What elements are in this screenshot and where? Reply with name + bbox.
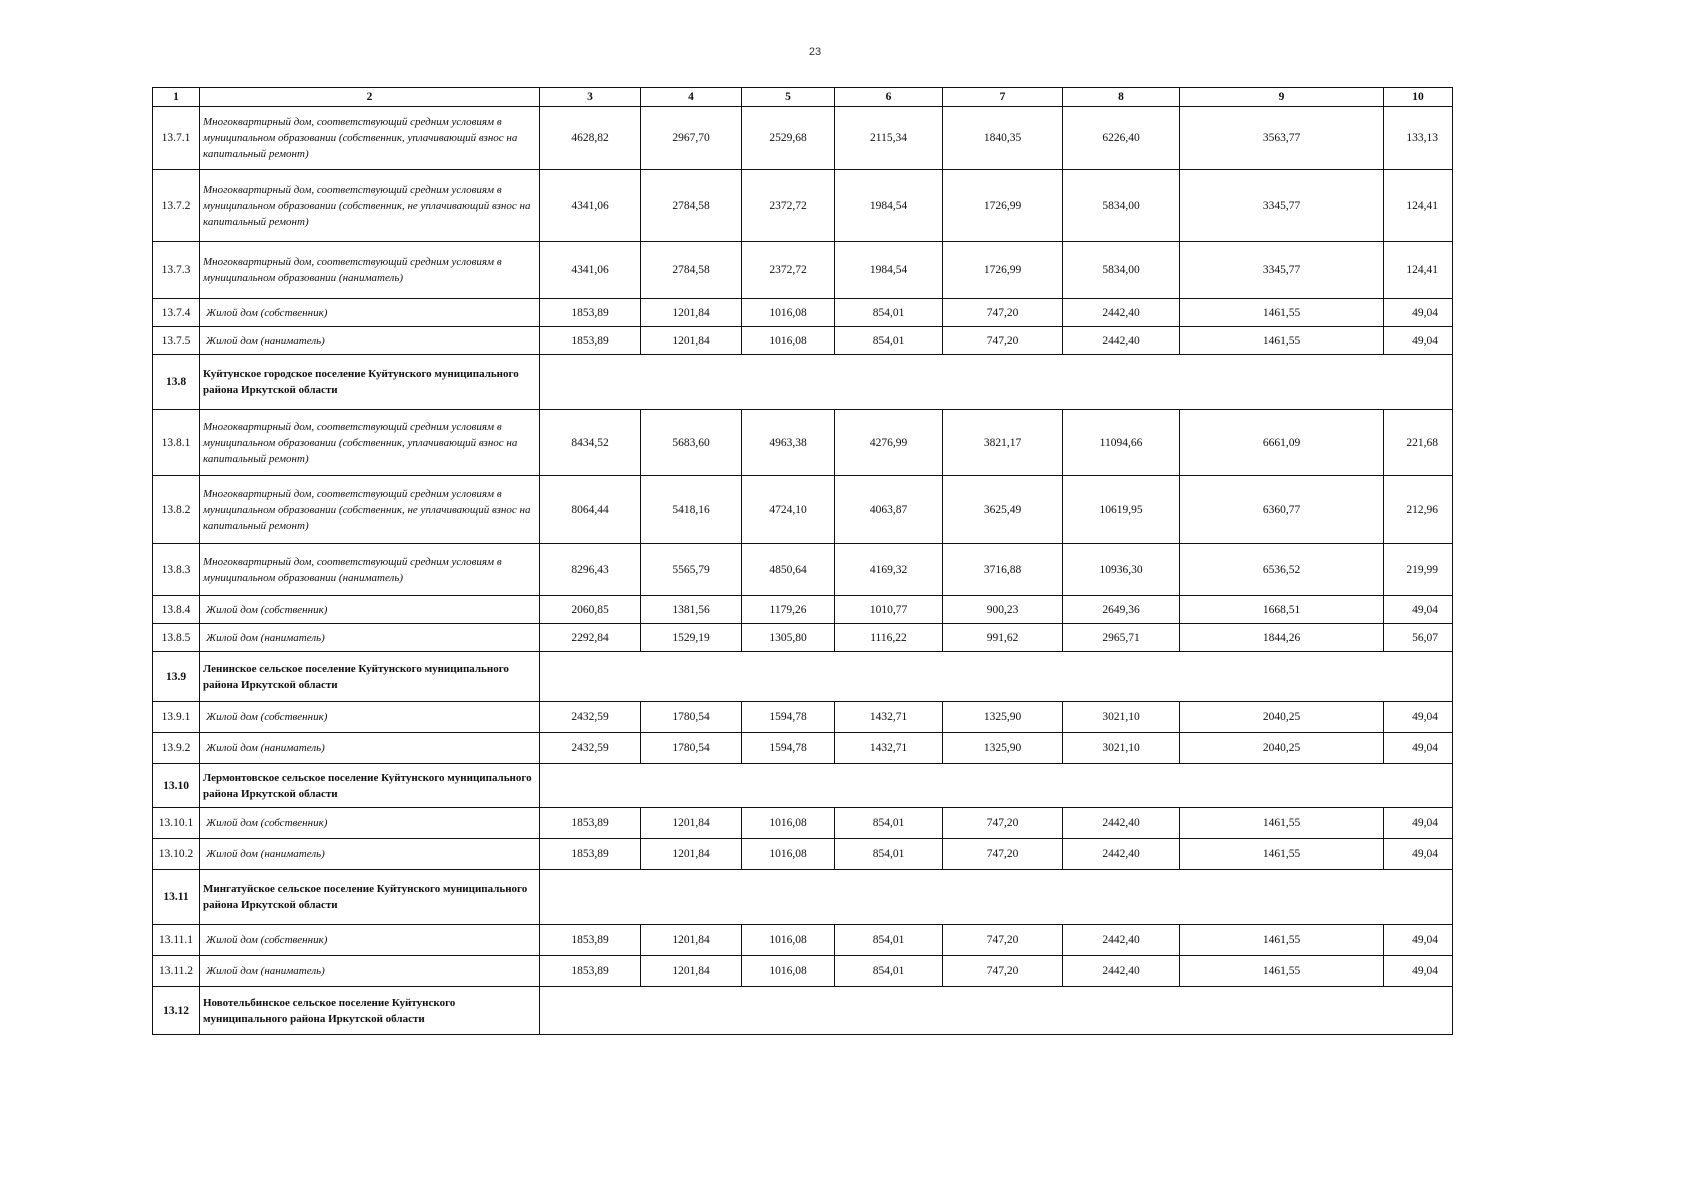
settlement-name: Новотельбинское сельское поселение Куйтунского муниципального района Иркутской области — [200, 987, 540, 1035]
value-cell: 221,68 — [1384, 410, 1453, 476]
value-cell: 747,20 — [943, 925, 1063, 956]
row-code: 13.10.2 — [153, 839, 200, 870]
value-cell: 2040,25 — [1180, 702, 1384, 733]
value-cell: 1201,84 — [641, 925, 742, 956]
value-cell: 1201,84 — [641, 956, 742, 987]
table-row — [153, 170, 1453, 242]
value-cell: 49,04 — [1384, 956, 1453, 987]
value-cell: 49,04 — [1384, 702, 1453, 733]
header-cell: 6 — [835, 88, 943, 107]
row-code: 13.8.4 — [153, 596, 200, 624]
row-code: 13.7.1 — [153, 107, 200, 170]
value-cell: 2784,58 — [641, 242, 742, 299]
value-cell: 49,04 — [1384, 839, 1453, 870]
row-description: Жилой дом (наниматель) — [200, 956, 540, 987]
row-description: Жилой дом (наниматель) — [200, 839, 540, 870]
value-cell: 1853,89 — [540, 808, 641, 839]
value-cell: 1016,08 — [742, 299, 835, 327]
table-row — [153, 410, 1453, 476]
row-code: 13.9 — [153, 652, 200, 702]
settlement-name: Мингатуйское сельское поселение Куйтунского муниципального района Иркутской области — [200, 870, 540, 925]
row-code: 13.8.3 — [153, 544, 200, 596]
row-description: Жилой дом (наниматель) — [200, 733, 540, 764]
value-cell: 4724,10 — [742, 476, 835, 544]
value-cell: 49,04 — [1384, 808, 1453, 839]
value-cell: 1529,19 — [641, 624, 742, 652]
value-cell: 1432,71 — [835, 702, 943, 733]
value-cell: 2965,71 — [1063, 624, 1180, 652]
value-cell: 5418,16 — [641, 476, 742, 544]
value-cell: 2060,85 — [540, 596, 641, 624]
table-row — [153, 839, 1453, 870]
value-cell: 4169,32 — [835, 544, 943, 596]
empty-cell — [540, 987, 1453, 1035]
row-description: Жилой дом (наниматель) — [200, 624, 540, 652]
value-cell: 2442,40 — [1063, 956, 1180, 987]
header-cell: 1 — [153, 88, 200, 107]
header-cell: 4 — [641, 88, 742, 107]
row-code: 13.7.2 — [153, 170, 200, 242]
row-code: 13.11.1 — [153, 925, 200, 956]
value-cell: 1305,80 — [742, 624, 835, 652]
row-code: 13.10 — [153, 764, 200, 808]
value-cell: 1016,08 — [742, 925, 835, 956]
row-code: 13.10.1 — [153, 808, 200, 839]
value-cell: 1853,89 — [540, 299, 641, 327]
value-cell: 1016,08 — [742, 327, 835, 355]
value-cell: 1016,08 — [742, 839, 835, 870]
row-code: 13.8 — [153, 355, 200, 410]
value-cell: 6360,77 — [1180, 476, 1384, 544]
value-cell: 1853,89 — [540, 839, 641, 870]
value-cell: 1461,55 — [1180, 925, 1384, 956]
value-cell: 5834,00 — [1063, 242, 1180, 299]
row-description: Многоквартирный дом, соответствующий средним условиям в муниципальном образовании (собственник, уплачивающий взнос на капитальный ремонт) — [200, 410, 540, 476]
settlement-row — [153, 355, 1453, 410]
value-cell: 991,62 — [943, 624, 1063, 652]
value-cell: 1016,08 — [742, 808, 835, 839]
header-cell: 7 — [943, 88, 1063, 107]
value-cell: 1201,84 — [641, 299, 742, 327]
value-cell: 5565,79 — [641, 544, 742, 596]
value-cell: 11094,66 — [1063, 410, 1180, 476]
value-cell: 1116,22 — [835, 624, 943, 652]
header-row — [153, 88, 1453, 107]
row-code: 13.7.5 — [153, 327, 200, 355]
settlement-row — [153, 870, 1453, 925]
value-cell: 4341,06 — [540, 170, 641, 242]
value-cell: 2967,70 — [641, 107, 742, 170]
value-cell: 49,04 — [1384, 596, 1453, 624]
tariff-table — [152, 87, 1453, 1035]
value-cell: 133,13 — [1384, 107, 1453, 170]
empty-cell — [540, 870, 1453, 925]
value-cell: 900,23 — [943, 596, 1063, 624]
value-cell: 49,04 — [1384, 925, 1453, 956]
value-cell: 854,01 — [835, 327, 943, 355]
value-cell: 747,20 — [943, 808, 1063, 839]
value-cell: 2442,40 — [1063, 808, 1180, 839]
value-cell: 1853,89 — [540, 925, 641, 956]
table-row — [153, 327, 1453, 355]
value-cell: 49,04 — [1384, 299, 1453, 327]
value-cell: 3821,17 — [943, 410, 1063, 476]
value-cell: 3563,77 — [1180, 107, 1384, 170]
value-cell: 854,01 — [835, 925, 943, 956]
value-cell: 49,04 — [1384, 327, 1453, 355]
value-cell: 3625,49 — [943, 476, 1063, 544]
table-row — [153, 242, 1453, 299]
empty-cell — [540, 764, 1453, 808]
value-cell: 124,41 — [1384, 170, 1453, 242]
value-cell: 1726,99 — [943, 242, 1063, 299]
value-cell: 6226,40 — [1063, 107, 1180, 170]
value-cell: 747,20 — [943, 327, 1063, 355]
table-row — [153, 476, 1453, 544]
value-cell: 4276,99 — [835, 410, 943, 476]
value-cell: 747,20 — [943, 299, 1063, 327]
value-cell: 2292,84 — [540, 624, 641, 652]
header-cell: 5 — [742, 88, 835, 107]
value-cell: 1201,84 — [641, 808, 742, 839]
row-code: 13.12 — [153, 987, 200, 1035]
value-cell: 854,01 — [835, 956, 943, 987]
settlement-name: Лермонтовское сельское поселение Куйтунского муниципального района Иркутской области — [200, 764, 540, 808]
table-row — [153, 299, 1453, 327]
settlement-name: Куйтунское городское поселение Куйтунского муниципального района Иркутской области — [200, 355, 540, 410]
value-cell: 1840,35 — [943, 107, 1063, 170]
value-cell: 4628,82 — [540, 107, 641, 170]
value-cell: 1984,54 — [835, 242, 943, 299]
value-cell: 854,01 — [835, 808, 943, 839]
settlement-row — [153, 987, 1453, 1035]
value-cell: 10936,30 — [1063, 544, 1180, 596]
row-description: Жилой дом (собственник) — [200, 808, 540, 839]
table-row — [153, 544, 1453, 596]
header-cell: 10 — [1384, 88, 1453, 107]
value-cell: 4850,64 — [742, 544, 835, 596]
settlement-name: Ленинское сельское поселение Куйтунского муниципального района Иркутской области — [200, 652, 540, 702]
value-cell: 1844,26 — [1180, 624, 1384, 652]
row-description: Жилой дом (собственник) — [200, 299, 540, 327]
value-cell: 10619,95 — [1063, 476, 1180, 544]
value-cell: 1016,08 — [742, 956, 835, 987]
table-row — [153, 733, 1453, 764]
value-cell: 6661,09 — [1180, 410, 1384, 476]
value-cell: 2442,40 — [1063, 327, 1180, 355]
value-cell: 8064,44 — [540, 476, 641, 544]
value-cell: 1461,55 — [1180, 808, 1384, 839]
value-cell: 2372,72 — [742, 242, 835, 299]
value-cell: 2529,68 — [742, 107, 835, 170]
value-cell: 1325,90 — [943, 733, 1063, 764]
row-description: Жилой дом (собственник) — [200, 702, 540, 733]
value-cell: 5834,00 — [1063, 170, 1180, 242]
value-cell: 212,96 — [1384, 476, 1453, 544]
value-cell: 4963,38 — [742, 410, 835, 476]
row-code: 13.7.4 — [153, 299, 200, 327]
value-cell: 2040,25 — [1180, 733, 1384, 764]
table-row — [153, 925, 1453, 956]
value-cell: 1432,71 — [835, 733, 943, 764]
row-description: Многоквартирный дом, соответствующий средним условиям в муниципальном образовании (наниматель) — [200, 544, 540, 596]
row-code: 13.8.5 — [153, 624, 200, 652]
value-cell: 2784,58 — [641, 170, 742, 242]
header-cell: 8 — [1063, 88, 1180, 107]
value-cell: 1726,99 — [943, 170, 1063, 242]
row-code: 13.11.2 — [153, 956, 200, 987]
value-cell: 2115,34 — [835, 107, 943, 170]
row-code: 13.9.2 — [153, 733, 200, 764]
value-cell: 8296,43 — [540, 544, 641, 596]
row-code: 13.8.2 — [153, 476, 200, 544]
row-description: Многоквартирный дом, соответствующий средним условиям в муниципальном образовании (собственник, уплачивающий взнос на капитальный ремонт) — [200, 107, 540, 170]
header-cell: 3 — [540, 88, 641, 107]
value-cell: 1594,78 — [742, 733, 835, 764]
value-cell: 1780,54 — [641, 702, 742, 733]
value-cell: 2432,59 — [540, 733, 641, 764]
table-row — [153, 107, 1453, 170]
value-cell: 124,41 — [1384, 242, 1453, 299]
value-cell: 1010,77 — [835, 596, 943, 624]
row-code: 13.8.1 — [153, 410, 200, 476]
value-cell: 1780,54 — [641, 733, 742, 764]
value-cell: 2442,40 — [1063, 839, 1180, 870]
table-row — [153, 624, 1453, 652]
row-description: Жилой дом (наниматель) — [200, 327, 540, 355]
value-cell: 3345,77 — [1180, 170, 1384, 242]
value-cell: 3345,77 — [1180, 242, 1384, 299]
value-cell: 747,20 — [943, 839, 1063, 870]
header-cell: 2 — [200, 88, 540, 107]
value-cell: 2649,36 — [1063, 596, 1180, 624]
value-cell: 854,01 — [835, 299, 943, 327]
value-cell: 2442,40 — [1063, 925, 1180, 956]
table-row — [153, 808, 1453, 839]
table-body — [153, 107, 1453, 1035]
value-cell: 1853,89 — [540, 327, 641, 355]
empty-cell — [540, 652, 1453, 702]
row-description: Многоквартирный дом, соответствующий средним условиям в муниципальном образовании (собственник, не уплачивающий взнос на капитальный ремонт) — [200, 476, 540, 544]
value-cell: 2442,40 — [1063, 299, 1180, 327]
row-description: Многоквартирный дом, соответствующий средним условиям в муниципальном образовании (наниматель) — [200, 242, 540, 299]
value-cell: 6536,52 — [1180, 544, 1384, 596]
value-cell: 49,04 — [1384, 733, 1453, 764]
settlement-row — [153, 652, 1453, 702]
table-row — [153, 596, 1453, 624]
value-cell: 1201,84 — [641, 839, 742, 870]
header-cell: 9 — [1180, 88, 1384, 107]
row-description: Жилой дом (собственник) — [200, 925, 540, 956]
value-cell: 2432,59 — [540, 702, 641, 733]
value-cell: 8434,52 — [540, 410, 641, 476]
value-cell: 1325,90 — [943, 702, 1063, 733]
value-cell: 3021,10 — [1063, 702, 1180, 733]
value-cell: 1594,78 — [742, 702, 835, 733]
value-cell: 1668,51 — [1180, 596, 1384, 624]
value-cell: 219,99 — [1384, 544, 1453, 596]
row-description: Многоквартирный дом, соответствующий средним условиям в муниципальном образовании (собственник, не уплачивающий взнос на капитальный ремонт) — [200, 170, 540, 242]
value-cell: 3021,10 — [1063, 733, 1180, 764]
settlement-row — [153, 764, 1453, 808]
empty-cell — [540, 355, 1453, 410]
value-cell: 5683,60 — [641, 410, 742, 476]
value-cell: 4063,87 — [835, 476, 943, 544]
value-cell: 1461,55 — [1180, 327, 1384, 355]
value-cell: 747,20 — [943, 956, 1063, 987]
row-description: Жилой дом (собственник) — [200, 596, 540, 624]
value-cell: 3716,88 — [943, 544, 1063, 596]
table-row — [153, 956, 1453, 987]
value-cell: 2372,72 — [742, 170, 835, 242]
table-row — [153, 702, 1453, 733]
row-code: 13.11 — [153, 870, 200, 925]
value-cell: 854,01 — [835, 839, 943, 870]
value-cell: 1201,84 — [641, 327, 742, 355]
value-cell: 1461,55 — [1180, 299, 1384, 327]
value-cell: 1461,55 — [1180, 956, 1384, 987]
value-cell: 1381,56 — [641, 596, 742, 624]
value-cell: 1461,55 — [1180, 839, 1384, 870]
row-code: 13.7.3 — [153, 242, 200, 299]
value-cell: 56,07 — [1384, 624, 1453, 652]
value-cell: 1853,89 — [540, 956, 641, 987]
row-code: 13.9.1 — [153, 702, 200, 733]
value-cell: 1179,26 — [742, 596, 835, 624]
value-cell: 4341,06 — [540, 242, 641, 299]
value-cell: 1984,54 — [835, 170, 943, 242]
page-number: 23 — [808, 46, 822, 58]
